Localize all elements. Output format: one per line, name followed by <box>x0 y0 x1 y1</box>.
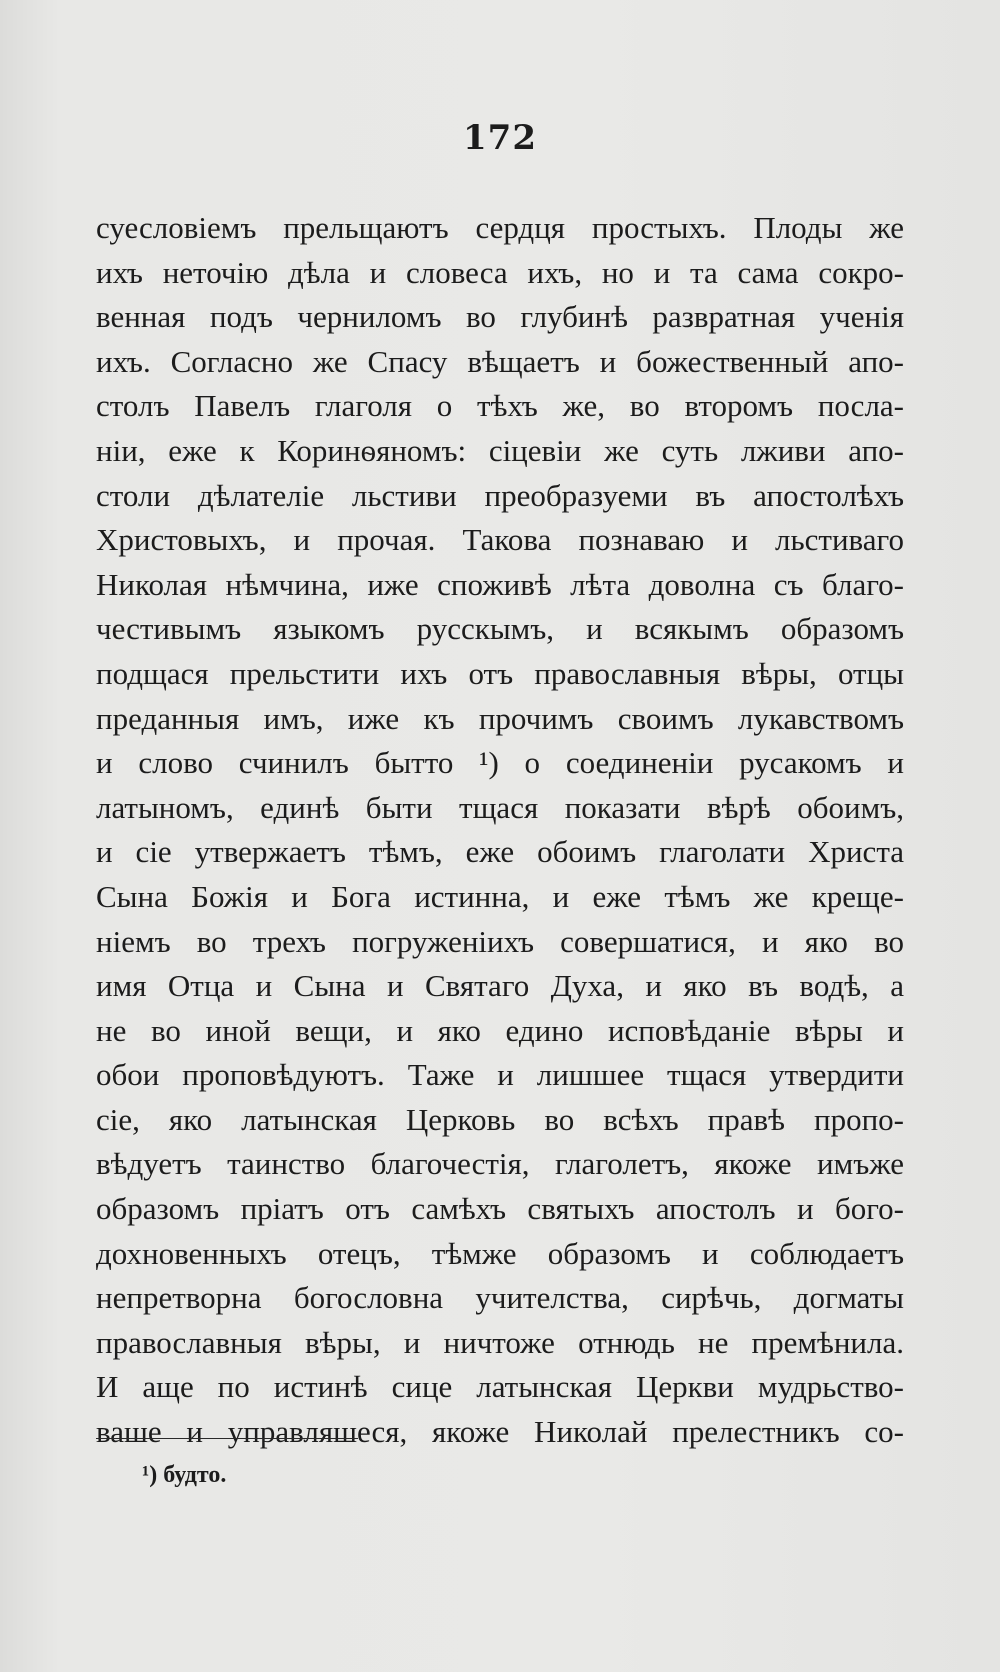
text-line: столъ Павелъ глаголя о тѣхъ же, во второмъ посла- <box>96 388 904 424</box>
text-line: образомъ пріатъ отъ самѣхъ святыхъ апостолъ и бого- <box>96 1191 904 1227</box>
text-line: и слово счинилъ бытто ¹) о соединеніи русакомъ и <box>96 745 904 781</box>
text-line: ихъ неточію дѣла и словеса ихъ, но и та сама сокро- <box>96 254 904 290</box>
text-line: Николая нѣмчина, иже споживѣ лѣта доволна съ благо- <box>96 566 904 602</box>
text-line: имя Отца и Сына и Святаго Духа, и яко въ водѣ, а <box>96 968 904 1004</box>
footnote-divider <box>96 1438 358 1439</box>
text-line: ваше и управляшеся, якоже Николай прелестникъ со- <box>96 1414 904 1450</box>
text-line: дохновенныхъ отецъ, тѣмже образомъ и соблюдаетъ <box>96 1235 904 1271</box>
text-line: ніемъ во трехъ погруженіихъ совершатися, и яко во <box>96 923 904 959</box>
text-line: преданныя имъ, иже къ прочимъ своимъ лукавствомъ <box>96 700 904 736</box>
text-line: обои проповѣдуютъ. Таже и лишшее тщася утвердити <box>96 1057 904 1093</box>
text-line: венная подъ черниломъ во глубинѣ развратная ученія <box>96 299 904 335</box>
text-line: Сына Божія и Бога истинна, и еже тѣмъ же креще- <box>96 878 904 914</box>
text-line: непретворна богословна учителства, сирѣчь, догматы <box>96 1280 904 1316</box>
text-line: православныя вѣры, и ничтоже отнюдь не премѣнила. <box>96 1324 904 1360</box>
text-line: ніи, еже к Коринѳяномъ: сіцевіи же суть лживи апо- <box>96 432 904 468</box>
body-text <box>96 206 904 1455</box>
text-line: не во иной вещи, и яко едино исповѣданіе вѣры и <box>96 1012 904 1048</box>
text-line: честивымъ языкомъ русскымъ, и всякымъ образомъ <box>96 611 904 647</box>
text-line: латыномъ, единѣ быти тщася показати вѣрѣ обоимъ, <box>96 789 904 825</box>
footnote: ¹) будто. <box>142 1462 227 1488</box>
text-line: суесловіемъ прельщаютъ сердця простыхъ. Плоды же <box>96 210 904 245</box>
text-line: ихъ. Согласно же Спасу вѣщаетъ и божественный апо- <box>96 343 904 379</box>
text-line: подщася прельстити ихъ отъ православныя вѣры, отцы <box>96 655 904 691</box>
text-line: и сіе утвержаетъ тѣмъ, еже обоимъ глаголати Христа <box>96 834 904 870</box>
text-line: столи дѣлателіе льстиви преобразуеми въ апостолѣхъ <box>96 477 904 513</box>
text-line: Христовыхъ, и прочая. Такова познаваю и льстиваго <box>96 522 904 558</box>
text-line: сіе, яко латынская Церковь во всѣхъ правѣ пропо- <box>96 1101 904 1137</box>
text-line: И аще по истинѣ сице латынская Церкви мудрьство- <box>96 1369 904 1405</box>
page-number: 172 <box>463 118 537 158</box>
text-line: вѣдуетъ таинство благочестія, глаголетъ, якоже имъже <box>96 1146 904 1182</box>
